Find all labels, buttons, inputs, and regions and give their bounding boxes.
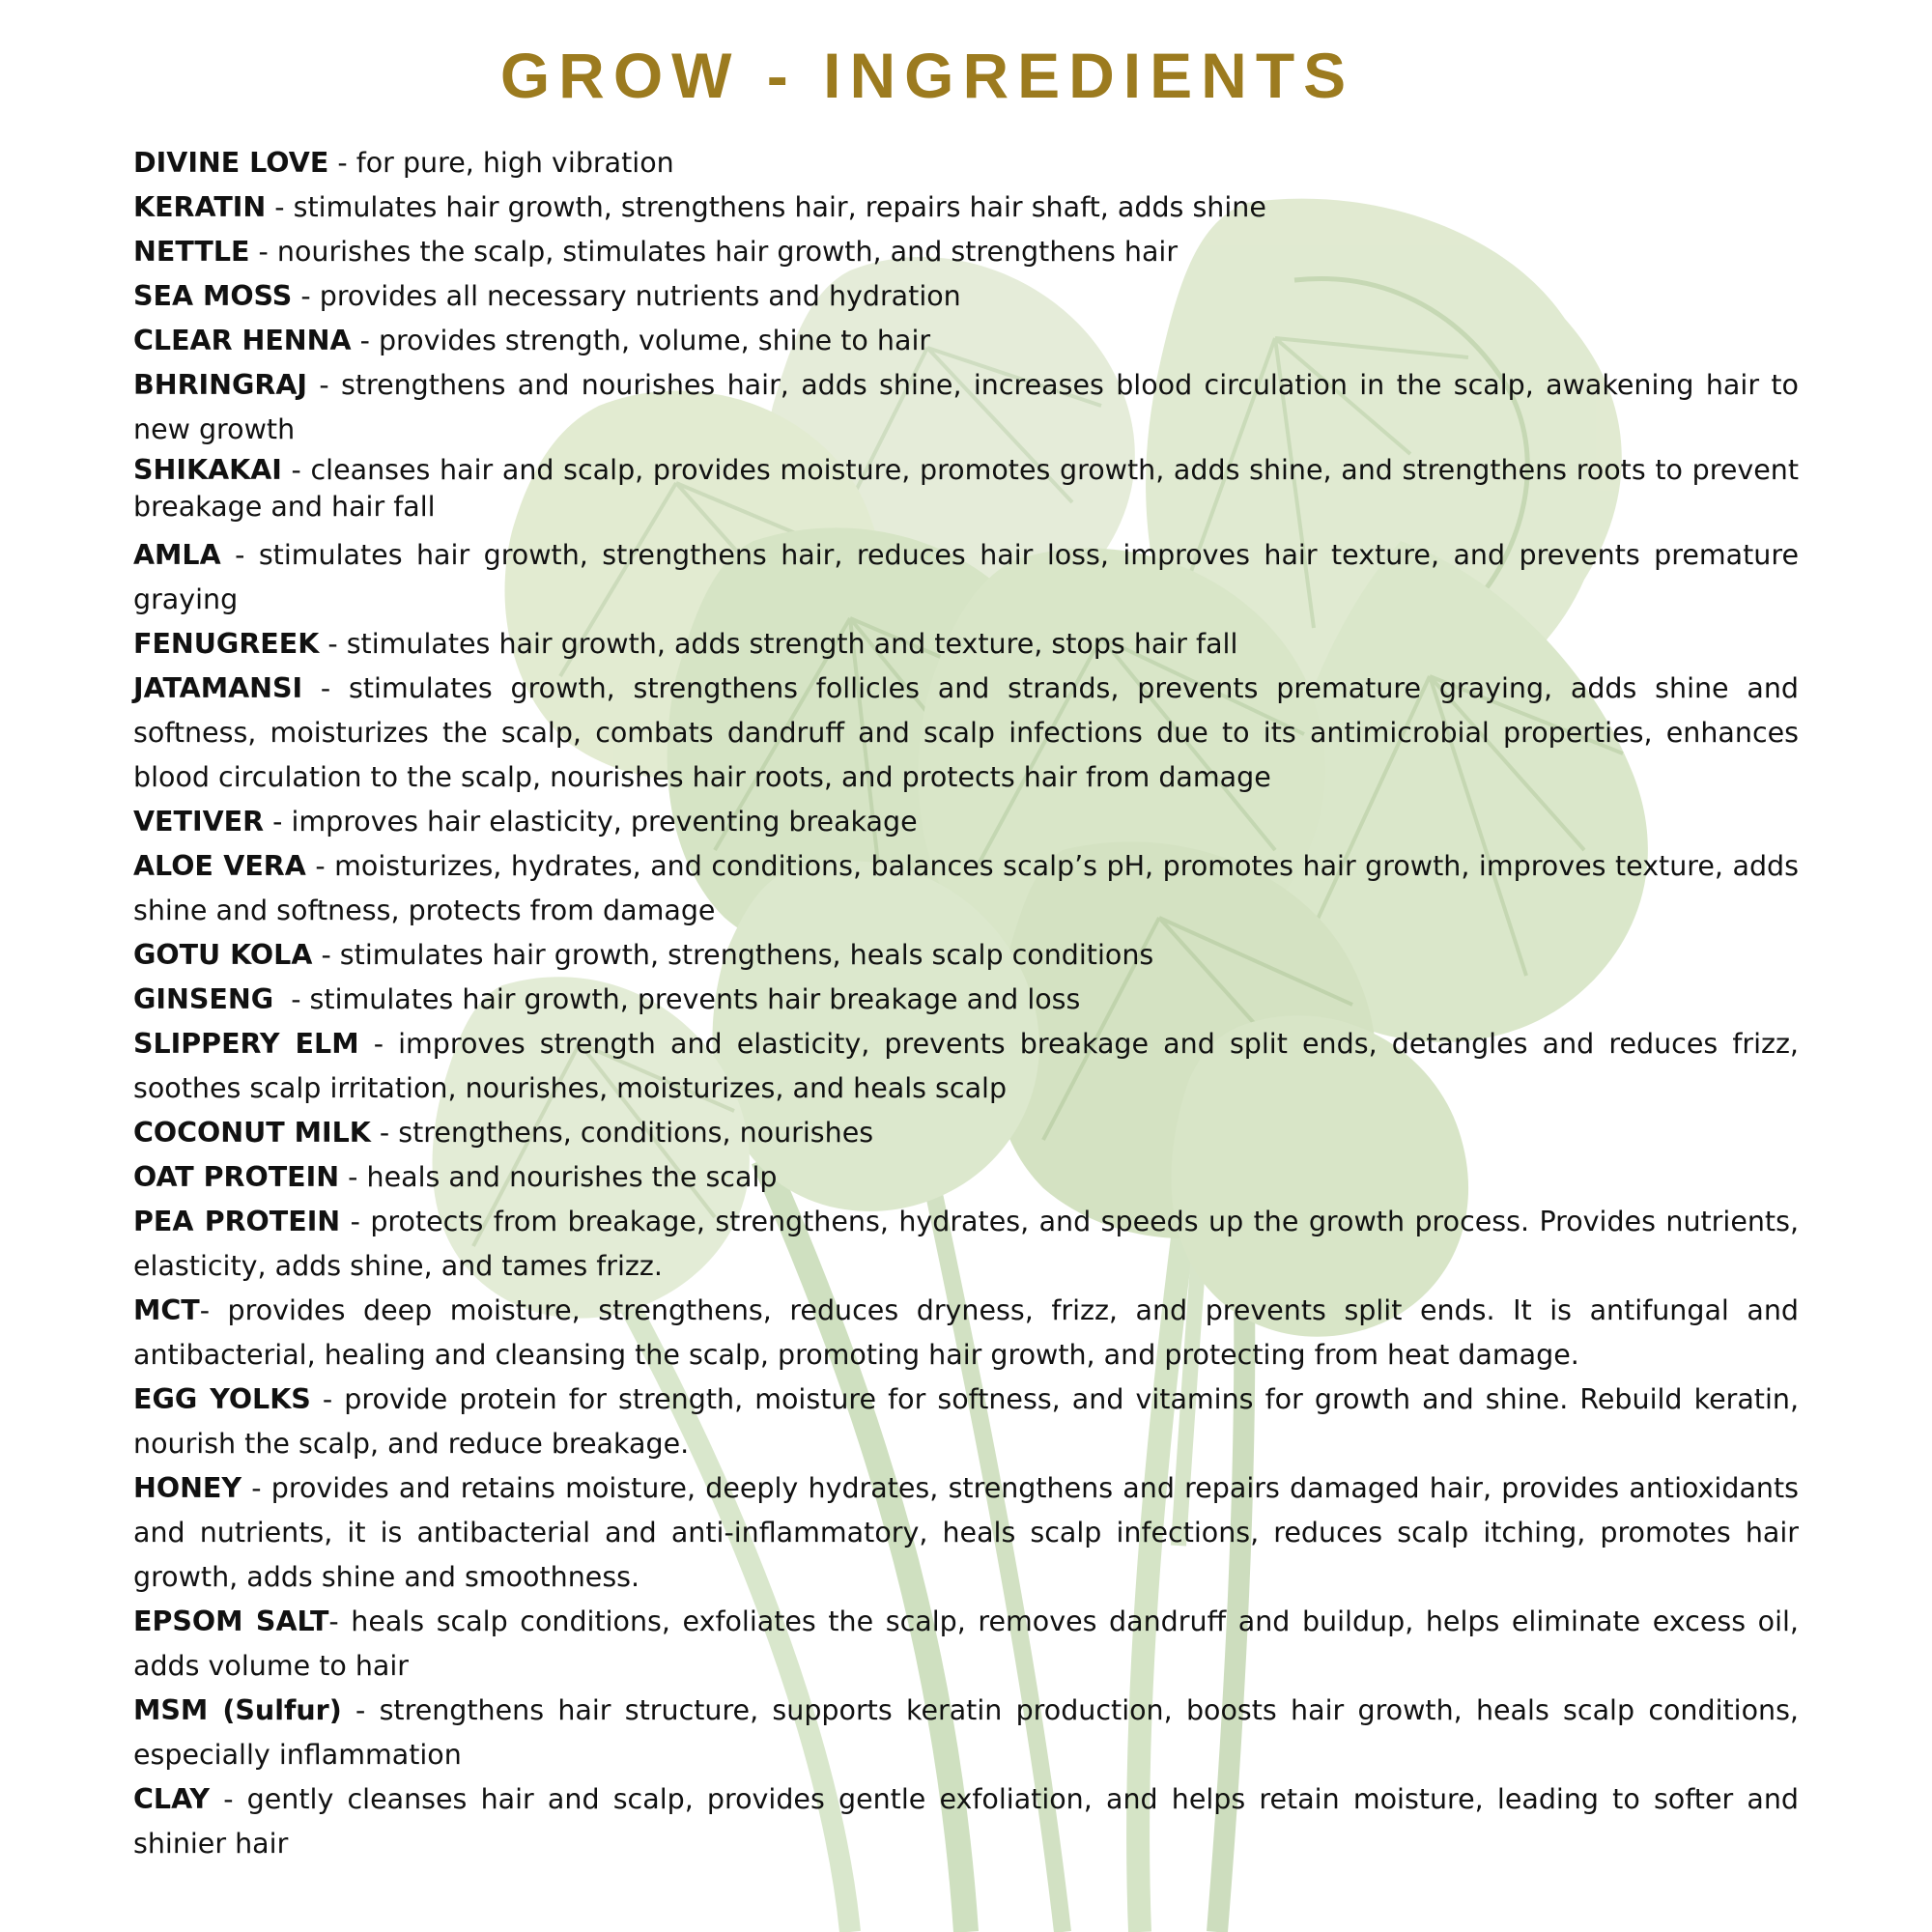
ingredient-description: - heals scalp conditions, exfoliates the scalp, removes dandruff and buildup, helps eliminate excess oil, adds volume to hair (133, 1605, 1808, 1682)
ingredient-name: COCONUT MILK (133, 1117, 371, 1149)
ingredient-entry (133, 1600, 1808, 1689)
ingredient-description: - moisturizes, hydrates, and conditions, balances scalp’s pH, promotes hair growth, improves texture, adds shine and softness, protects from damage (133, 850, 1808, 926)
ingredient-description: - gently cleanses hair and scalp, provides gentle exfoliation, and helps retain moisture, leading to softer and shinier hair (133, 1783, 1808, 1860)
ingredient-description: - stimulates hair growth, strengthens, heals scalp conditions (312, 939, 1154, 971)
ingredient-entry (133, 844, 1808, 933)
ingredient-name: JATAMANSI (133, 672, 303, 704)
ingredient-entry (133, 978, 1799, 1022)
ingredient-name: BHRINGRAJ (133, 369, 307, 401)
ingredient-description: - cleanses hair and scalp, provides moisture, promotes growth, adds shine, and strengthens roots to prevent breakage and hair fall (133, 454, 1808, 523)
ingredient-entry (133, 274, 1799, 319)
ingredient-description: - stimulates hair growth, strengthens hair, repairs hair shaft, adds shine (266, 191, 1266, 223)
ingredient-entry (133, 533, 1808, 622)
ingredient-name: GINSENG (133, 983, 274, 1015)
ingredient-description: - provides strength, volume, shine to hair (351, 325, 931, 356)
page-title: GROW - INGREDIENTS (499, 40, 1355, 111)
ingredient-entry (133, 1155, 1799, 1200)
ingredient-description: - provide protein for strength, moisture for softness, and vitamins for growth and shine. Rebuild keratin, nourish the scalp, and reduce breakage. (133, 1383, 1808, 1460)
ingredient-list (133, 141, 1808, 1866)
ingredient-name: DIVINE LOVE (133, 147, 329, 179)
ingredient-name: ALOE VERA (133, 850, 306, 882)
ingredient-description: - provides all necessary nutrients and hydration (292, 280, 961, 312)
ingredient-description: - protects from breakage, strengthens, hydrates, and speeds up the growth process. Provides nutrients, elasticity, adds shine, and tames frizz. (133, 1206, 1808, 1282)
ingredient-name: EGG YOLKS (133, 1383, 311, 1415)
ingredient-entry (133, 667, 1808, 800)
ingredient-name: OAT PROTEIN (133, 1161, 340, 1193)
ingredient-name: CLEAR HENNA (133, 325, 352, 356)
ingredient-name: VETIVER (133, 806, 265, 838)
ingredient-description: - strengthens, conditions, nourishes (370, 1117, 874, 1149)
ingredient-entry (133, 1378, 1808, 1466)
ingredient-description: - provides and retains moisture, deeply hydrates, strengthens and repairs damaged hair, provides antioxidants and nutrients, it is antibacterial and anti-inflammatory, heals scalp infections, reduces scalp itching, promotes hair growth, adds shine and smoothness. (133, 1472, 1808, 1593)
ingredient-name: NETTLE (133, 236, 250, 268)
ingredient-description: - stimulates hair growth, adds strength and texture, stops hair fall (319, 628, 1238, 660)
ingredient-entry (133, 363, 1808, 452)
ingredient-entry (133, 1022, 1808, 1111)
ingredient-description: - nourishes the scalp, stimulates hair growth, and strengthens hair (249, 236, 1179, 268)
ingredient-entry (133, 800, 1799, 844)
ingredient-name: PEA PROTEIN (133, 1206, 341, 1237)
ingredient-name: AMLA (133, 539, 221, 571)
ingredient-entry (133, 1200, 1808, 1289)
ingredient-name: MSM (Sulfur) (133, 1694, 342, 1726)
ingredient-description: - strengthens hair structure, supports keratin production, boosts hair growth, heals scalp conditions, especially inflammation (133, 1694, 1808, 1771)
ingredient-entry (133, 1111, 1799, 1155)
ingredient-entry (133, 185, 1799, 230)
ingredient-description: - heals and nourishes the scalp (339, 1161, 778, 1193)
ingredient-description: - stimulates growth, strengthens follicles and strands, prevents premature graying, adds shine and softness, moisturizes the scalp, combats dandruff and scalp infections due to its antimicrobial properties, enhances blood circulation to the scalp, nourishes hair roots, and protects hair from damage (133, 672, 1808, 793)
ingredient-name: EPSOM SALT (133, 1605, 329, 1637)
ingredient-entry (133, 622, 1799, 667)
ingredient-name: SHIKAKAI (133, 454, 282, 486)
ingredient-entry (133, 1466, 1808, 1600)
ingredient-name: FENUGREEK (133, 628, 320, 660)
ingredient-description: - stimulates hair growth, prevents hair breakage and loss (273, 983, 1081, 1015)
ingredient-description: - stimulates hair growth, strengthens hair, reduces hair loss, improves hair texture, and prevents premature graying (133, 539, 1808, 615)
ingredient-entry (133, 230, 1799, 274)
ingredient-entry (133, 933, 1799, 978)
ingredient-description: - strengthens and nourishes hair, adds shine, increases blood circulation in the scalp, awakening hair to new growth (133, 369, 1808, 445)
ingredient-description: - improves hair elasticity, preventing breakage (264, 806, 918, 838)
ingredient-description: - for pure, high vibration (328, 147, 674, 179)
ingredient-entry (133, 1777, 1808, 1866)
ingredient-entry (133, 1689, 1808, 1777)
ingredient-description: - improves strength and elasticity, prevents breakage and split ends, detangles and reduces frizz, soothes scalp irritation, nourishes, moisturizes, and heals scalp (133, 1028, 1808, 1104)
ingredient-name: SEA MOSS (133, 280, 293, 312)
ingredient-entry (133, 1289, 1808, 1378)
ingredient-name: CLAY (133, 1783, 211, 1815)
ingredient-name: SLIPPERY ELM (133, 1028, 359, 1060)
ingredient-entry (133, 141, 1799, 185)
ingredient-description: - provides deep moisture, strengthens, reduces dryness, frizz, and prevents split ends. It is antifungal and antibacterial, healing and cleansing the scalp, promoting hair growth, and protecting from heat damage. (133, 1294, 1808, 1371)
ingredient-entry (133, 452, 1808, 526)
ingredient-name: HONEY (133, 1472, 242, 1504)
ingredient-entry (133, 319, 1799, 363)
ingredient-name: KERATIN (133, 191, 267, 223)
ingredient-name: MCT (133, 1294, 200, 1326)
ingredient-name: GOTU KOLA (133, 939, 313, 971)
